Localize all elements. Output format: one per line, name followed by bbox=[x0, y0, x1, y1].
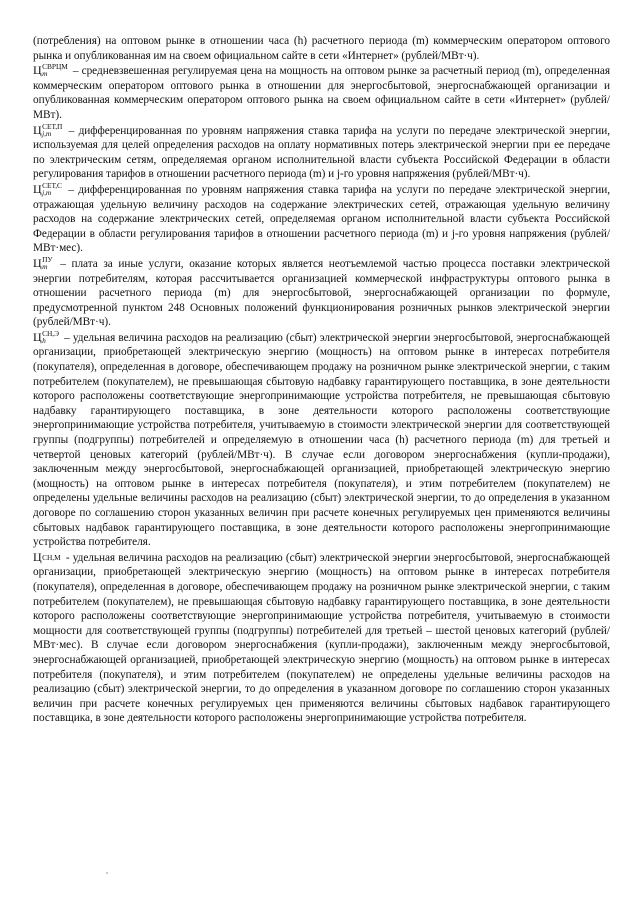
definition-set-p bbox=[33, 123, 610, 182]
definition-text: – средневзвешенная регулируемая цена на мощность на оптовом рынке за расчетный период (m), определенная коммерческим оператором оптового рынка в отношении для энергосбытовой, энергоснабжающей организации и опубликованная коммерческим оператором оптового рынка на своем официальном сайте в сети «Интернет» (рублей/МВт). bbox=[33, 65, 610, 121]
definition-text: - удельная величина расходов на реализацию (сбыт) электрической энергии энергосбытовой, энергоснабжающей организации, приобретающей электрическую энергию (мощность) на оптовом рынке в интересах потребителя (покупателя), определенная в договоре, обеспечивающем продажу на розничном рынке электрической энергии, с таким потребителем (покупателем), не превышающая сбытовую надбавку гарантирующего поставщика, в зоне деятельности которого расположены соответствующие энергопринимающие устройства потребителя, учитываемую в стоимости мощности для соответствующей группы (подгруппы) потребителей для третьей – шестой ценовых категорий (рублей/МВт·мес). В случае если договором энергоснабжения (купли-продажи), заключенным между энергосбытовой, энергоснабжающей организацией, приобретающей электрическую энергию (мощность) на оптовом рынке в интересах потребителя (покупателя), и этим потребителем (покупателем) не определены удельные величины расходов на реализацию (сбыт) электрической энергии, то до определения в указанном договоре по соглашению сторон указанных величин при расчете конечных регулируемых цен применяются величины сбытовых надбавок гарантирующего поставщика, в зоне деятельности которого расположены энергопринимающие устройства потребителя. bbox=[33, 551, 610, 725]
definition-cvrcm bbox=[33, 63, 610, 122]
definition-text: – плата за иные услуги, оказание которых является неотъемлемой частью процесса поставки электрической энергии потребителям, которая рассчитывается организацией коммерческой инфраструктуры оптового рынка в отношении расчетного периода (m) для энергосбытовой, энергоснабжающей организации по формуле, предусмотренной пунктом 248 Основных положений функционирования розничных рынков электрической энергии (рублей/МВт·ч). bbox=[33, 257, 610, 329]
paragraph-text: (потребления) на оптовом рынке в отношении часа (h) расчетного периода (m) коммерческим оператором оптового рынка и опубликованная им на своем официальном сайте в сети «Интернет» (рублей/МВт·ч). bbox=[33, 35, 610, 62]
definition-pu bbox=[33, 256, 610, 330]
definition-sn-m bbox=[33, 550, 610, 726]
definition-text: – удельная величина расходов на реализацию (сбыт) электрической энергии энергосбытовой, энергоснабжающей организации, приобретающей электрическую энергию (мощность) на оптовом рынке в интересах потребителя (покупателя), определенная в договоре, обеспечивающем продажу на розничном рынке электрической энергии, с таким потребителем (покупателем), не превышающая сбытовую надбавку гарантирующего поставщика, в зоне деятельности которого расположены соответствующие энергопринимающие устройства потребителя, не превышающая сбытовую надбавку гарантирующего поставщика, в зоне деятельности которого расположены соответствующие энергопринимающие устройства потребителя, учитываемую в стоимости электрической энергии для соответствующей группы (подгруппы) потребителей и определяемую в отношении часа (h) расчетного периода (m) для третьей и четвертой ценовых категорий (рублей/МВт·ч). В случае если договором энергоснабжения (купли-продажи), заключенным между энергосбытовой, энергоснабжающей организацией, приобретающей электрическую энергию (мощность) на оптовом рынке в интересах потребителя (покупателя), и этим потребителем (покупателем) не определены удельные величины расходов на реализацию (сбыт) электрической энергии, то до определения в указанном договоре по соглашению сторон указанных величин при расчете конечных регулируемых цен применяются величины сбытовых надбавок гарантирующего поставщика, в зоне деятельности которого расположены энергопринимающие устройства потребителя. bbox=[33, 331, 610, 549]
formula-symbol: Ц ПУ m bbox=[33, 255, 53, 272]
definition-text: – дифференцированная по уровням напряжения ставка тарифа на услуги по передаче электрической энергии, используемая для целей определения расходов на оплату нормативных потерь электрической энергии при ее передаче по электрическим сетям, определяемая органом исполнительной власти субъекта Российской Федерации в области регулирования тарифов в отношении расчетного периода (m) и j-го уровня напряжения (рублей/МВт·ч). bbox=[33, 124, 610, 181]
definition-sn-e bbox=[33, 330, 610, 550]
definition-text: – дифференцированная по уровням напряжения ставка тарифа на услуги по передаче электрической энергии, отражающая удельную величину расходов на содержание электрических сетей, отражающая удельную величину расходов на содержание электрических сетей, определяемая органом исполнительной власти субъекта Российской Федерации в области регулирования тарифов в отношении расчетного периода (m) и j-го уровня напряжения (рублей/МВт·мес). bbox=[33, 183, 610, 255]
definition-set-s bbox=[33, 182, 610, 256]
formula-symbol: Ц СН,Э h bbox=[33, 329, 59, 346]
formula-symbol: Ц СН,М bbox=[33, 549, 61, 564]
paragraph-continuation bbox=[33, 34, 610, 63]
scan-speck bbox=[106, 872, 108, 874]
formula-symbol: Ц СЕТ,С j,m bbox=[33, 181, 62, 198]
formula-symbol: Ц СЕТ,П j,m bbox=[33, 121, 63, 138]
formula-symbol: Ц СВРЦМ m bbox=[33, 62, 68, 79]
